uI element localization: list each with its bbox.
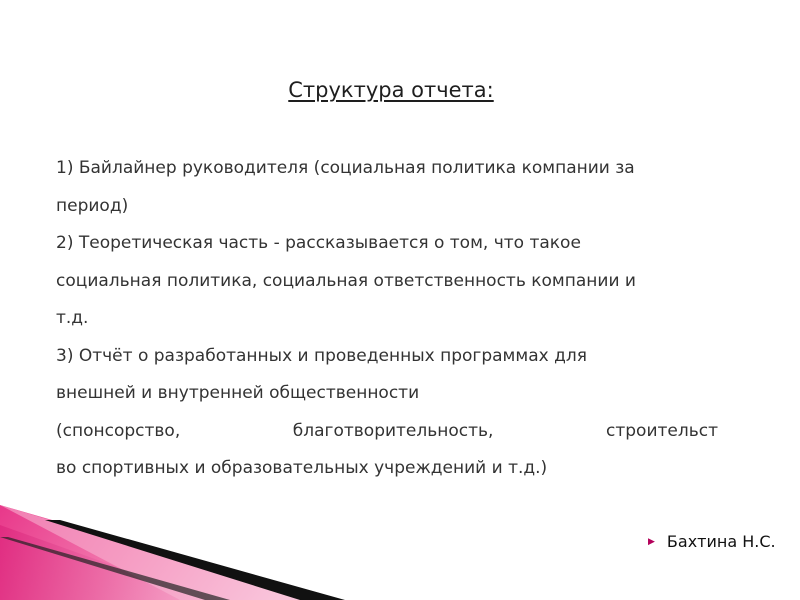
footer (648, 532, 776, 551)
black-stripe (45, 520, 345, 600)
body-line-8-word-1: (спонсорство, (56, 420, 181, 441)
triangle-right-icon: ▶ (648, 536, 655, 547)
body-line-8-word-3: строительст (606, 420, 718, 441)
body-line-9: во спортивных и образовательных учреждений и т.д.) (56, 458, 548, 478)
body-line-3: 2) Теоретическая часть - рассказывается о том, что такое (56, 233, 581, 253)
footer-author: Бахтина Н.С. (666, 532, 776, 551)
body-line-8-word-2: благотворительность, (292, 420, 494, 441)
body-line-6: 3) Отчёт о разработанных и проведенных программах для (56, 345, 587, 366)
slide-title: Структура отчета: (288, 78, 494, 102)
body-line-2: период) (56, 195, 129, 216)
slide-body (56, 150, 726, 488)
body-line-1: 1) Байлайнер руководителя (социальная политика компании за (56, 158, 635, 178)
body-line-7: внешней и внутренней общественности (56, 383, 420, 403)
body-line-8 (56, 413, 718, 451)
pink-wedge (0, 505, 330, 600)
black-stripe-thin (0, 537, 230, 600)
pink-wedge-highlight (0, 525, 210, 600)
body-line-4: социальная политика, социальная ответственность компании и (56, 270, 636, 291)
pink-wedge-light (0, 505, 330, 600)
body-line-5: т.д. (56, 308, 89, 328)
